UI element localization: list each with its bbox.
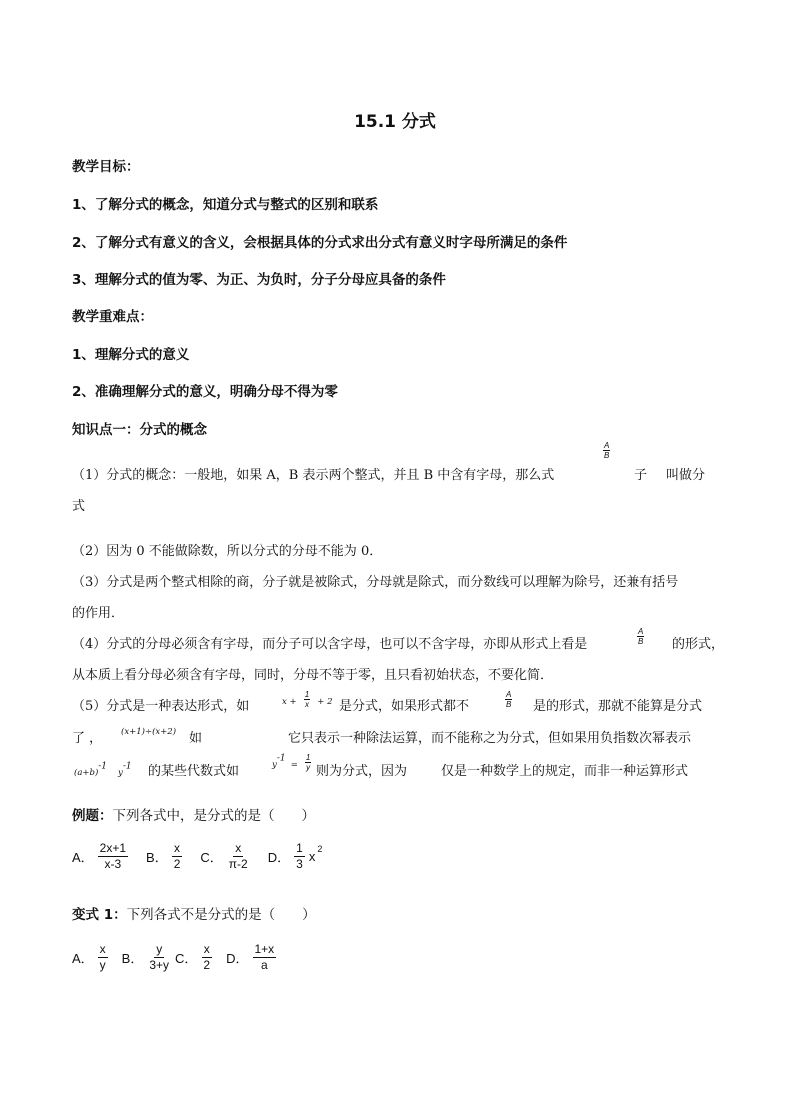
paragraph-2: （2）因为 0 不能做除数，所以分式的分母不能为 0．: [72, 544, 383, 559]
fraction-numerator: y: [156, 942, 163, 956]
paragraph-3-line-1: （3）分式是两个整式相除的商，分子就是被除式，分母就是除式，而分数线可以理解为除号，还兼有括号: [72, 575, 679, 590]
option-label: C．: [175, 951, 198, 966]
expression-text: + 2: [317, 697, 333, 707]
expression-text: y: [118, 768, 123, 778]
fraction-numerator: 1: [296, 841, 303, 855]
fraction-denominator: B: [506, 700, 512, 709]
option-label: D．: [267, 850, 291, 865]
fraction-numerator: 2x+1: [99, 841, 127, 855]
variant-heading: 变式 1：: [72, 907, 127, 923]
fraction-denominator: 2: [173, 857, 181, 871]
paragraph-text: （1）分式的概念：一般地，如果 A，B 表示两个整式，并且 B 中含有字母，那么式: [72, 468, 555, 483]
expression-text: y: [272, 760, 277, 770]
fraction-denominator: y: [306, 763, 311, 772]
expression-text: x: [308, 849, 316, 864]
fraction-denominator: B: [638, 637, 644, 646]
option-label: D．: [226, 951, 249, 966]
paragraph-text: 叫做分: [666, 468, 706, 483]
fraction-denominator: 3: [296, 857, 303, 871]
paragraph-text: 子: [634, 468, 648, 483]
paragraph-text: 的形式，: [672, 637, 725, 652]
fraction-numerator: A: [638, 627, 644, 636]
paragraph-text: 式: [72, 499, 86, 514]
expression-x-plus-1-over-x-plus-2: [282, 689, 333, 709]
goal-item: 1、了解分式的概念，知道分式与整式的区别和联系: [72, 197, 379, 213]
paragraph-text: 是的形式，那就不能算是分式: [533, 699, 703, 714]
expression-y-inverse: [118, 760, 132, 779]
paragraph-text: 的某些代数式如: [148, 764, 240, 779]
expression-text: =: [290, 760, 298, 770]
option-label: C．: [200, 850, 223, 865]
fraction-a-over-b: [635, 626, 646, 646]
fraction-numerator: 1: [304, 690, 310, 699]
knowledge-heading: 知识点一：分式的概念: [72, 422, 207, 438]
fraction-denominator: π-2: [228, 857, 248, 871]
fraction-numerator: x: [203, 942, 210, 956]
fraction-numerator: A: [506, 690, 512, 699]
example-heading: 例题：: [72, 808, 113, 824]
paragraph-4-line-2: 从本质上看分母必须含有字母，同时，分母不等于零，且只看初始状态，不要化简．: [72, 668, 554, 683]
fraction-denominator: 3+y: [149, 958, 170, 972]
question-text: 下列各式不是分式的是（ ）: [126, 907, 316, 923]
paragraph-4-line-1: （4）分式的分母必须含有字母，而分子可以含字母，也可以不含字母，亦即从形式上看是: [72, 637, 588, 652]
example-question: [72, 804, 315, 824]
option-label: B．: [146, 850, 168, 865]
question-text: 下列各式中，是分式的是（ ）: [112, 808, 315, 824]
difficulty-heading: 教学重难点：: [72, 309, 153, 325]
fraction-denominator: x: [304, 700, 309, 709]
goal-item: 3、理解分式的值为零、为正、为负时，分子分母应具备的条件: [72, 272, 446, 288]
fraction-denominator: y: [99, 958, 106, 972]
paragraph-text: 则为分式，因为: [316, 764, 408, 779]
goal-item: 2、了解分式有意义的含义，会根据具体的分式求出分式有意义时字母所满足的条件: [72, 235, 568, 251]
variant-question: [72, 903, 316, 923]
fraction-numerator: 1: [305, 753, 311, 762]
example-options: [72, 842, 322, 871]
fraction-numerator: x: [235, 841, 242, 855]
fraction-denominator: a: [261, 958, 268, 972]
difficulty-item: 2、准确理解分式的意义，明确分母不得为零: [72, 384, 338, 400]
paragraph-3-line-2: 的作用．: [72, 606, 125, 621]
paragraph-text: 了 ，: [72, 731, 103, 746]
fraction-numerator: x: [174, 841, 181, 855]
exponent: -1: [276, 753, 286, 764]
variant-options: [72, 943, 278, 972]
expression-y-inverse-equals-1-over-y: [272, 752, 313, 772]
expression-text: (a+b): [74, 768, 99, 778]
fraction-numerator: A: [604, 441, 610, 450]
fraction-denominator: B: [604, 451, 610, 460]
exponent: 2: [317, 843, 323, 854]
page-title: 15.1 分式: [354, 112, 436, 132]
exponent: -1: [122, 761, 132, 772]
goals-heading: 教学目标：: [72, 159, 140, 175]
fraction-a-over-b: [601, 440, 612, 460]
option-label: A．: [72, 951, 94, 966]
expression-a-plus-b-inverse: [74, 760, 107, 779]
paragraph-text: 如: [189, 731, 203, 746]
exponent: -1: [98, 761, 108, 772]
paragraph-text: 仅是一种数学上的规定，而非一种运算形式: [441, 764, 689, 779]
fraction-numerator: 1+x: [254, 942, 275, 956]
expression-division: (x+1)÷(x+2): [121, 727, 177, 737]
paragraph-text: 是分式，如果形式都不: [339, 699, 470, 714]
paragraph-text: 它只表示一种除法运算，而不能称之为分式，但如果用负指数次幂表示: [288, 731, 692, 746]
expression-text: x +: [282, 697, 297, 707]
fraction-a-over-b: [503, 689, 514, 709]
option-label: A．: [72, 850, 94, 865]
paragraph-1-line-1: [72, 464, 554, 483]
fraction-denominator: x-3: [104, 857, 122, 871]
fraction-numerator: x: [99, 942, 106, 956]
difficulty-item: 1、理解分式的意义: [72, 347, 190, 363]
option-label: B．: [121, 951, 144, 966]
paragraph-5-line-1: （5）分式是一种表达形式，如: [72, 699, 250, 714]
fraction-denominator: 2: [203, 958, 211, 972]
